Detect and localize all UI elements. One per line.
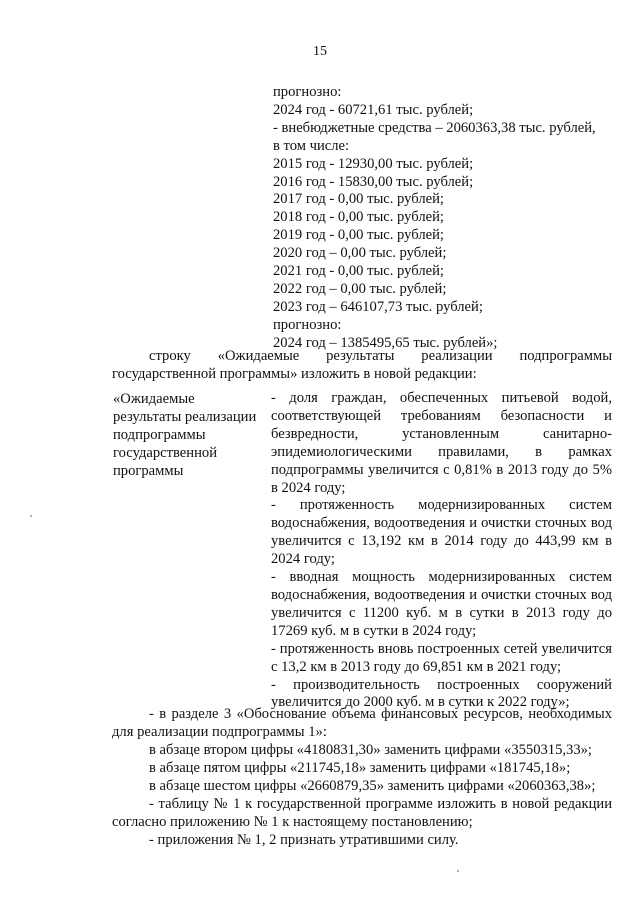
replacement-line: в абзаце пятом цифры «211745,18» заменить цифрами «181745,18»;: [149, 760, 571, 776]
table-paragraph: - таблицу № 1 к государственной программе изложить в новой редакции согласно приложению № 1 к настоящему постановлению;: [112, 796, 612, 830]
funding-line: 2024 год – 1385495,65 тыс. рублей»;: [273, 334, 498, 351]
result-item: - производительность построенных сооружений увеличится до 2000 куб. м в сутки к 2022 году»;: [271, 676, 612, 711]
funding-breakdown: [273, 84, 596, 353]
expected-results: [271, 390, 612, 712]
funding-line: 2019 год - 0,00 тыс. рублей;: [273, 227, 444, 244]
final-line: - приложения № 1, 2 признать утратившими силу.: [149, 832, 459, 848]
funding-line: 2021 год - 0,00 тыс. рублей;: [273, 263, 444, 280]
funding-line: прогнозно:: [273, 316, 342, 333]
result-item: - вводная мощность модернизированных систем водоснабжения, водоотведения и очистки сточных вод увеличится с 11200 куб. м в сутки в 2013 году до 17269 куб. м в сутки в 2024 году;: [271, 569, 612, 639]
funding-line: 2022 год – 0,00 тыс. рублей;: [273, 280, 447, 297]
scan-speck: [457, 870, 459, 872]
result-item: - доля граждан, обеспеченных питьевой водой, соответствующей требованиям безопасности и безвредности, установленным санитарно-эпидемиологическими правилами, в рамках подпрограммы увеличится с 0,81% в 2013 году до 5% в 2024 году;: [271, 390, 612, 496]
result-item: - протяженность модернизированных систем водоснабжения, водоотведения и очистки сточных вод увеличится с 13,192 км в 2014 году до 443,99 км в 2024 году;: [271, 497, 612, 568]
result-item: - протяженность вновь построенных сетей увеличится с 13,2 км в 2013 году до 69,851 км в 2021 году;: [271, 640, 612, 675]
funding-line: 2017 год - 0,00 тыс. рублей;: [273, 191, 444, 208]
funding-line: прогнозно:: [273, 84, 342, 100]
funding-line: в том числе:: [273, 137, 350, 154]
replacements-list: [112, 741, 640, 795]
intro-paragraph: строку «Ожидаемые результаты реализации подпрограммы государственной программы» изложить в новой редакции:: [112, 348, 612, 382]
funding-line: 2023 год – 646107,73 тыс. рублей;: [273, 298, 483, 315]
funding-line: 2015 год - 12930,00 тыс. рублей;: [273, 155, 474, 172]
funding-line: 2018 год - 0,00 тыс. рублей;: [273, 209, 444, 226]
table-left-label: «Ожидаемые результаты реализации подпрограммы государственной программы: [113, 391, 257, 479]
section3-paragraph: - в разделе 3 «Обоснование объема финансовых ресурсов, необходимых для реализации подпрограммы 1»:: [112, 706, 612, 740]
scan-speck: [30, 515, 32, 517]
funding-line: 2016 год - 15830,00 тыс. рублей;: [273, 173, 474, 190]
funding-line: 2024 год - 60721,61 тыс. рублей;: [273, 101, 474, 118]
funding-line: 2020 год – 0,00 тыс. рублей;: [273, 245, 447, 262]
replacement-line: в абзаце втором цифры «4180831,30» заменить цифрами «3550315,33»;: [149, 742, 592, 758]
replacement-line: в абзаце шестом цифры «2660879,35» заменить цифрами «2060363,38»;: [149, 778, 596, 794]
page-number: 15: [313, 44, 327, 59]
funding-line: - внебюджетные средства – 2060363,38 тыс. рублей,: [273, 119, 596, 136]
